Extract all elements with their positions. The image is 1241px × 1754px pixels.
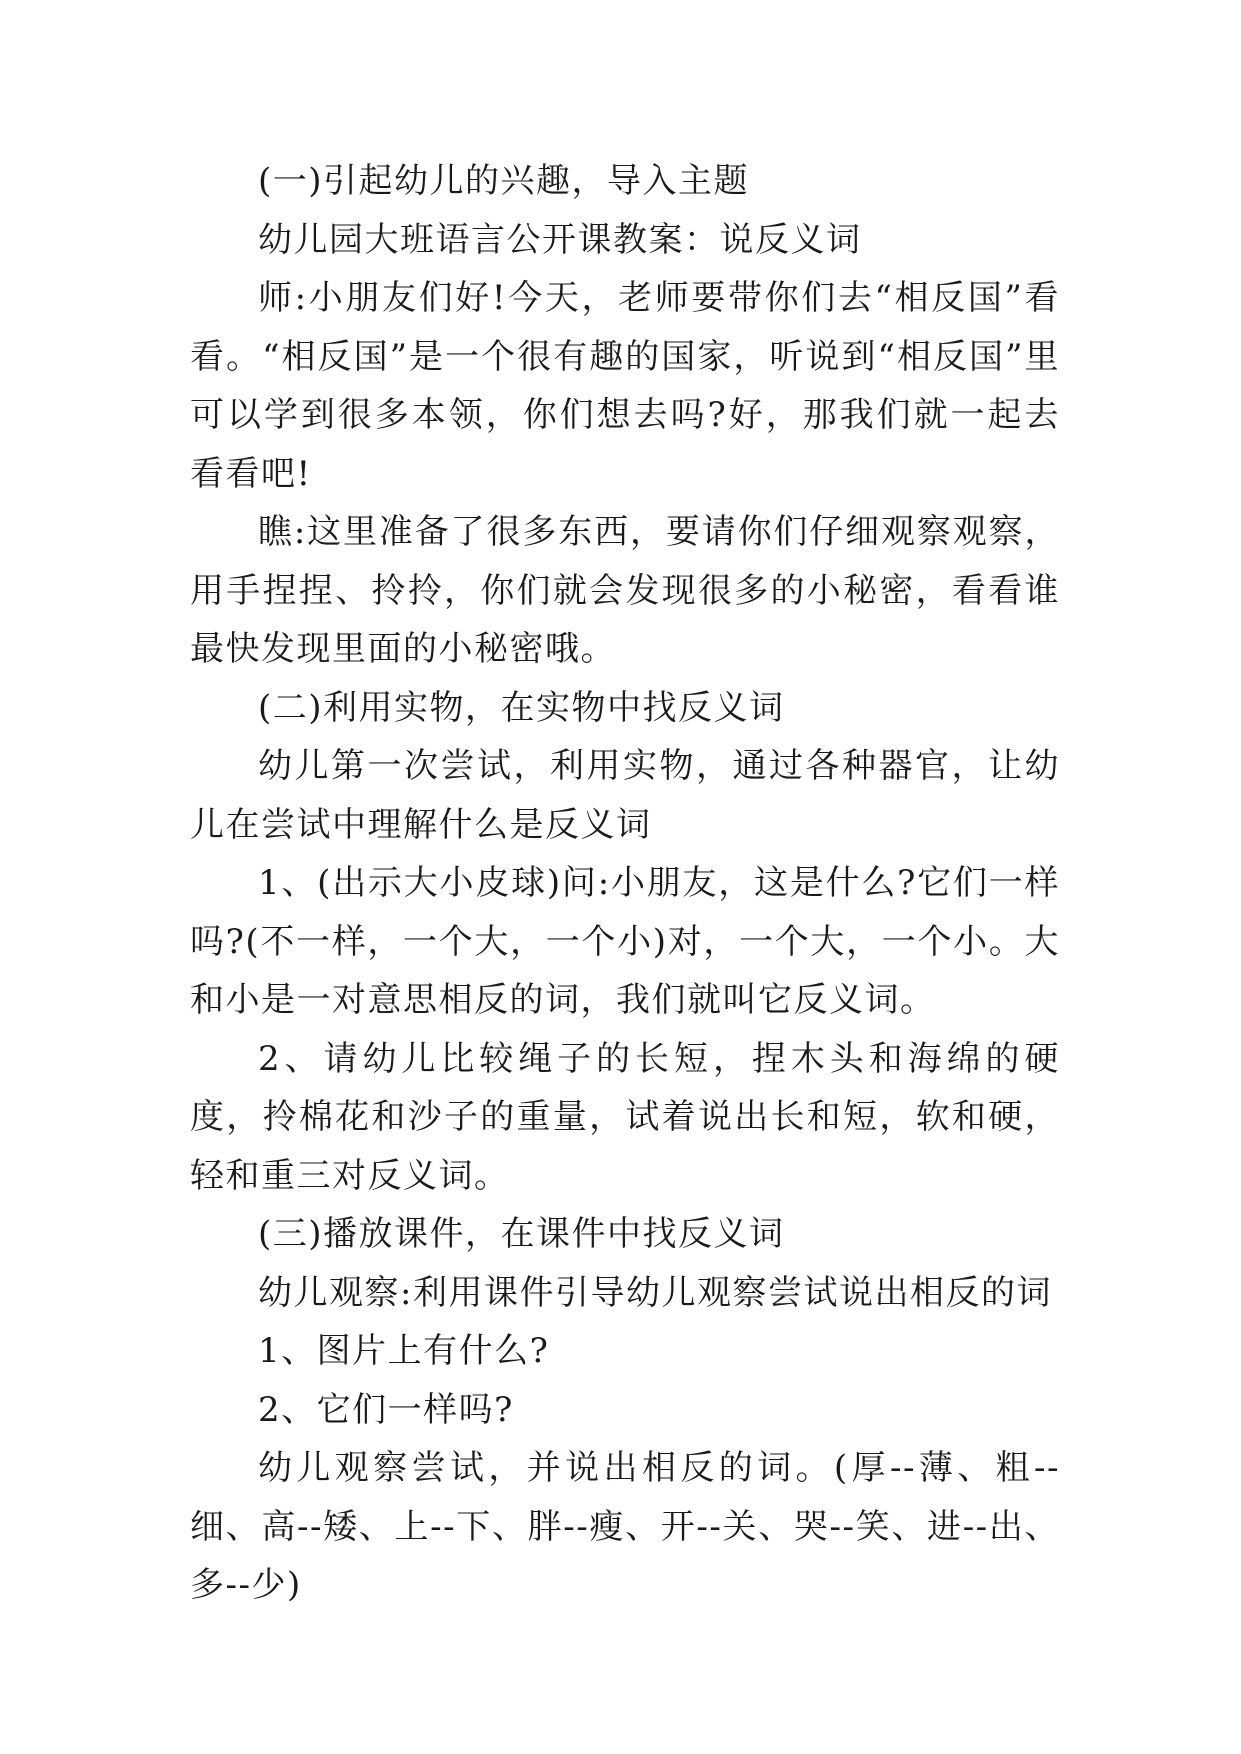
- section-heading-2: (二)利用实物，在实物中找反义词: [258, 687, 785, 728]
- paragraph-step-2-compare: 2、请幼儿比较绳子的长短，捏木头和海绵的硬度，拎棉花和沙子的重量，试着说出长和短，软和硬，轻和重三对反义词。: [190, 1038, 1060, 1196]
- paragraph-observe-instruction: 瞧:这里准备了很多东西，要请你们仔细观察观察，用手捏捏、拎拎，你们就会发现很多的小秘密，看看谁最快发现里面的小秘密哦。: [190, 512, 1060, 669]
- lesson-title: 幼儿园大班语言公开课教案：说反义词: [258, 219, 862, 260]
- paragraph-antonym-pairs: 幼儿观察尝试，并说出相反的词。(厚--薄、粗--细、高--矮、上--下、胖--瘦、开--关、哭--笑、进--出、多--少): [190, 1448, 1060, 1605]
- question-1: 1、图片上有什么?: [258, 1331, 550, 1371]
- section-heading-1: (一)引起幼儿的兴趣，导入主题: [258, 161, 750, 201]
- paragraph-courseware-observe: 幼儿观察:利用课件引导幼儿观察尝试说出相反的词: [258, 1272, 1052, 1313]
- document-body: [190, 152, 1060, 1615]
- section-heading-3: (三)播放课件，在课件中找反义词: [258, 1214, 785, 1254]
- paragraph-first-attempt: 幼儿第一次尝试，利用实物，通过各种器官，让幼儿在尝试中理解什么是反义词: [190, 746, 1060, 845]
- paragraph-teacher-intro: 师:小朋友们好!今天，老师要带你们去“相反国”看看。“相反国”是一个很有趣的国家，听说到“相反国”里可以学到很多本领，你们想去吗?好，那我们就一起去看看吧!: [190, 278, 1060, 494]
- paragraph-step-1-balls: 1、(出示大小皮球)问:小朋友，这是什么?它们一样吗?(不一样，一个大，一个小)对，一个大，一个小。大和小是一对意思相反的词，我们就叫它反义词。: [190, 863, 1060, 1020]
- question-2: 2、它们一样吗?: [258, 1389, 514, 1430]
